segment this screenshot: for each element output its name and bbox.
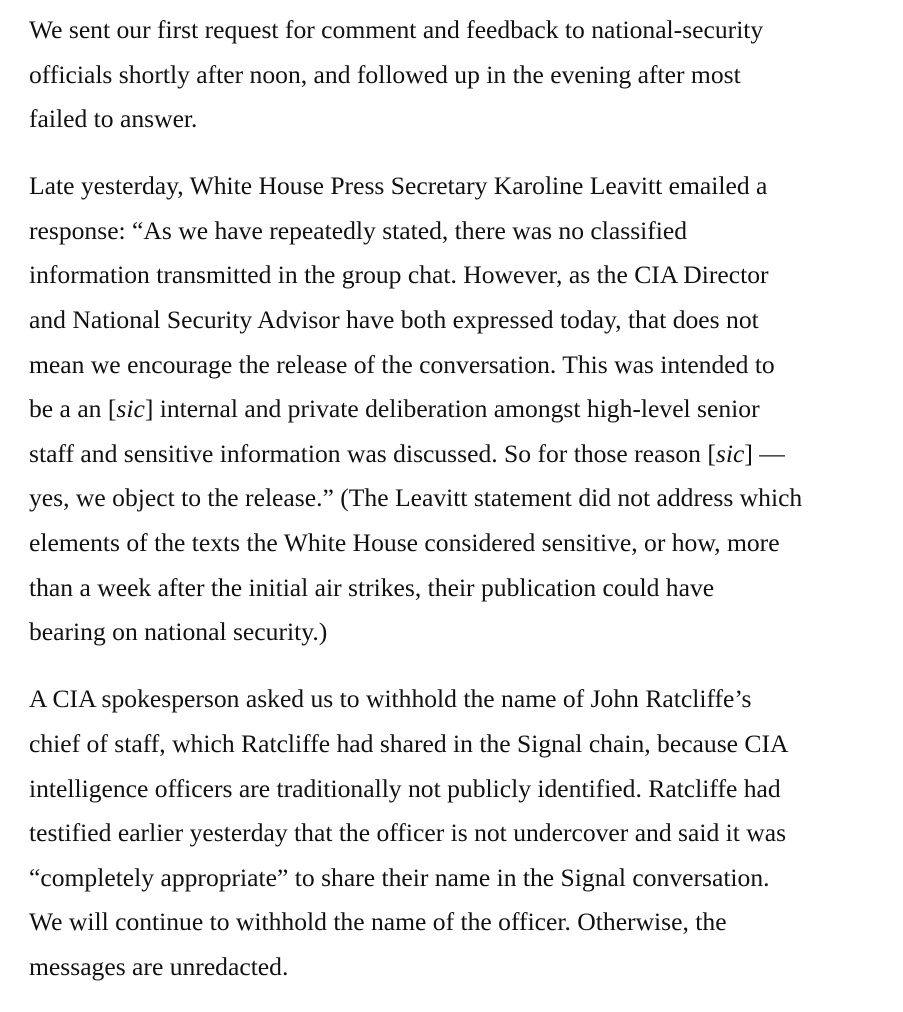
article-body xyxy=(29,8,802,1012)
text-line xyxy=(29,677,802,722)
text-segment: Late yesterday, White House Press Secretary Karoline Leavitt emailed a xyxy=(29,171,768,201)
text-segment: officials shortly after noon, and followed up in the evening after most xyxy=(29,59,741,89)
text-line xyxy=(29,945,802,990)
italic-text: sic xyxy=(715,438,745,468)
text-segment: “completely appropriate” to share their name in the Signal conversation. xyxy=(29,862,770,892)
text-line xyxy=(29,97,802,142)
text-segment: response: “As we have repeatedly stated, there was no classified xyxy=(29,215,688,245)
text-line xyxy=(29,343,802,388)
text-line xyxy=(29,900,802,945)
text-segment: ] — xyxy=(744,438,785,468)
text-segment: A CIA spokesperson asked us to withhold the name of John Ratcliffe’s xyxy=(29,684,752,714)
text-line xyxy=(29,209,802,254)
text-segment: yes, we object to the release.” (The Leavitt statement did not address which xyxy=(29,483,803,513)
italic-text: sic xyxy=(116,394,145,424)
paragraph xyxy=(29,677,802,989)
text-line xyxy=(29,8,802,53)
text-segment: messages are unredacted. xyxy=(29,951,289,981)
text-line xyxy=(29,387,802,432)
text-segment: information transmitted in the group chat. However, as the CIA Director xyxy=(29,260,769,290)
text-line xyxy=(29,610,802,655)
text-line xyxy=(29,298,802,343)
text-line xyxy=(29,521,802,566)
text-line xyxy=(29,856,802,901)
text-line xyxy=(29,811,802,856)
text-line xyxy=(29,566,802,611)
text-segment: intelligence officers are traditionally not publicly identified. Ratcliffe had xyxy=(29,773,781,803)
text-line xyxy=(29,253,802,298)
paragraph xyxy=(29,8,802,142)
text-segment: ] internal and private deliberation amongst high-level senior xyxy=(144,394,760,424)
text-line xyxy=(29,164,802,209)
text-segment: testified earlier yesterday that the officer is not undercover and said it was xyxy=(29,818,787,848)
text-segment: staff and sensitive information was discussed. So for those reason [ xyxy=(29,438,716,468)
paragraph xyxy=(29,164,802,655)
text-segment: chief of staff, which Ratcliffe had shared in the Signal chain, because CIA xyxy=(29,728,789,758)
text-segment: and National Security Advisor have both expressed today, that does not xyxy=(29,305,759,335)
text-segment: be a an [ xyxy=(29,394,117,424)
text-segment: mean we encourage the release of the conversation. This was intended to xyxy=(29,349,775,379)
text-segment: bearing on national security.) xyxy=(29,617,328,647)
text-segment: We will continue to withhold the name of the officer. Otherwise, the xyxy=(29,907,727,937)
text-line xyxy=(29,767,802,812)
text-line xyxy=(29,722,802,767)
text-line xyxy=(29,476,802,521)
text-segment: failed to answer. xyxy=(29,104,198,134)
text-segment: We sent our first request for comment and feedback to national-security xyxy=(29,15,764,44)
text-line xyxy=(29,53,802,98)
text-line xyxy=(29,432,802,477)
text-segment: elements of the texts the White House considered sensitive, or how, more xyxy=(29,528,780,558)
text-segment: than a week after the initial air strikes, their publication could have xyxy=(29,572,715,602)
